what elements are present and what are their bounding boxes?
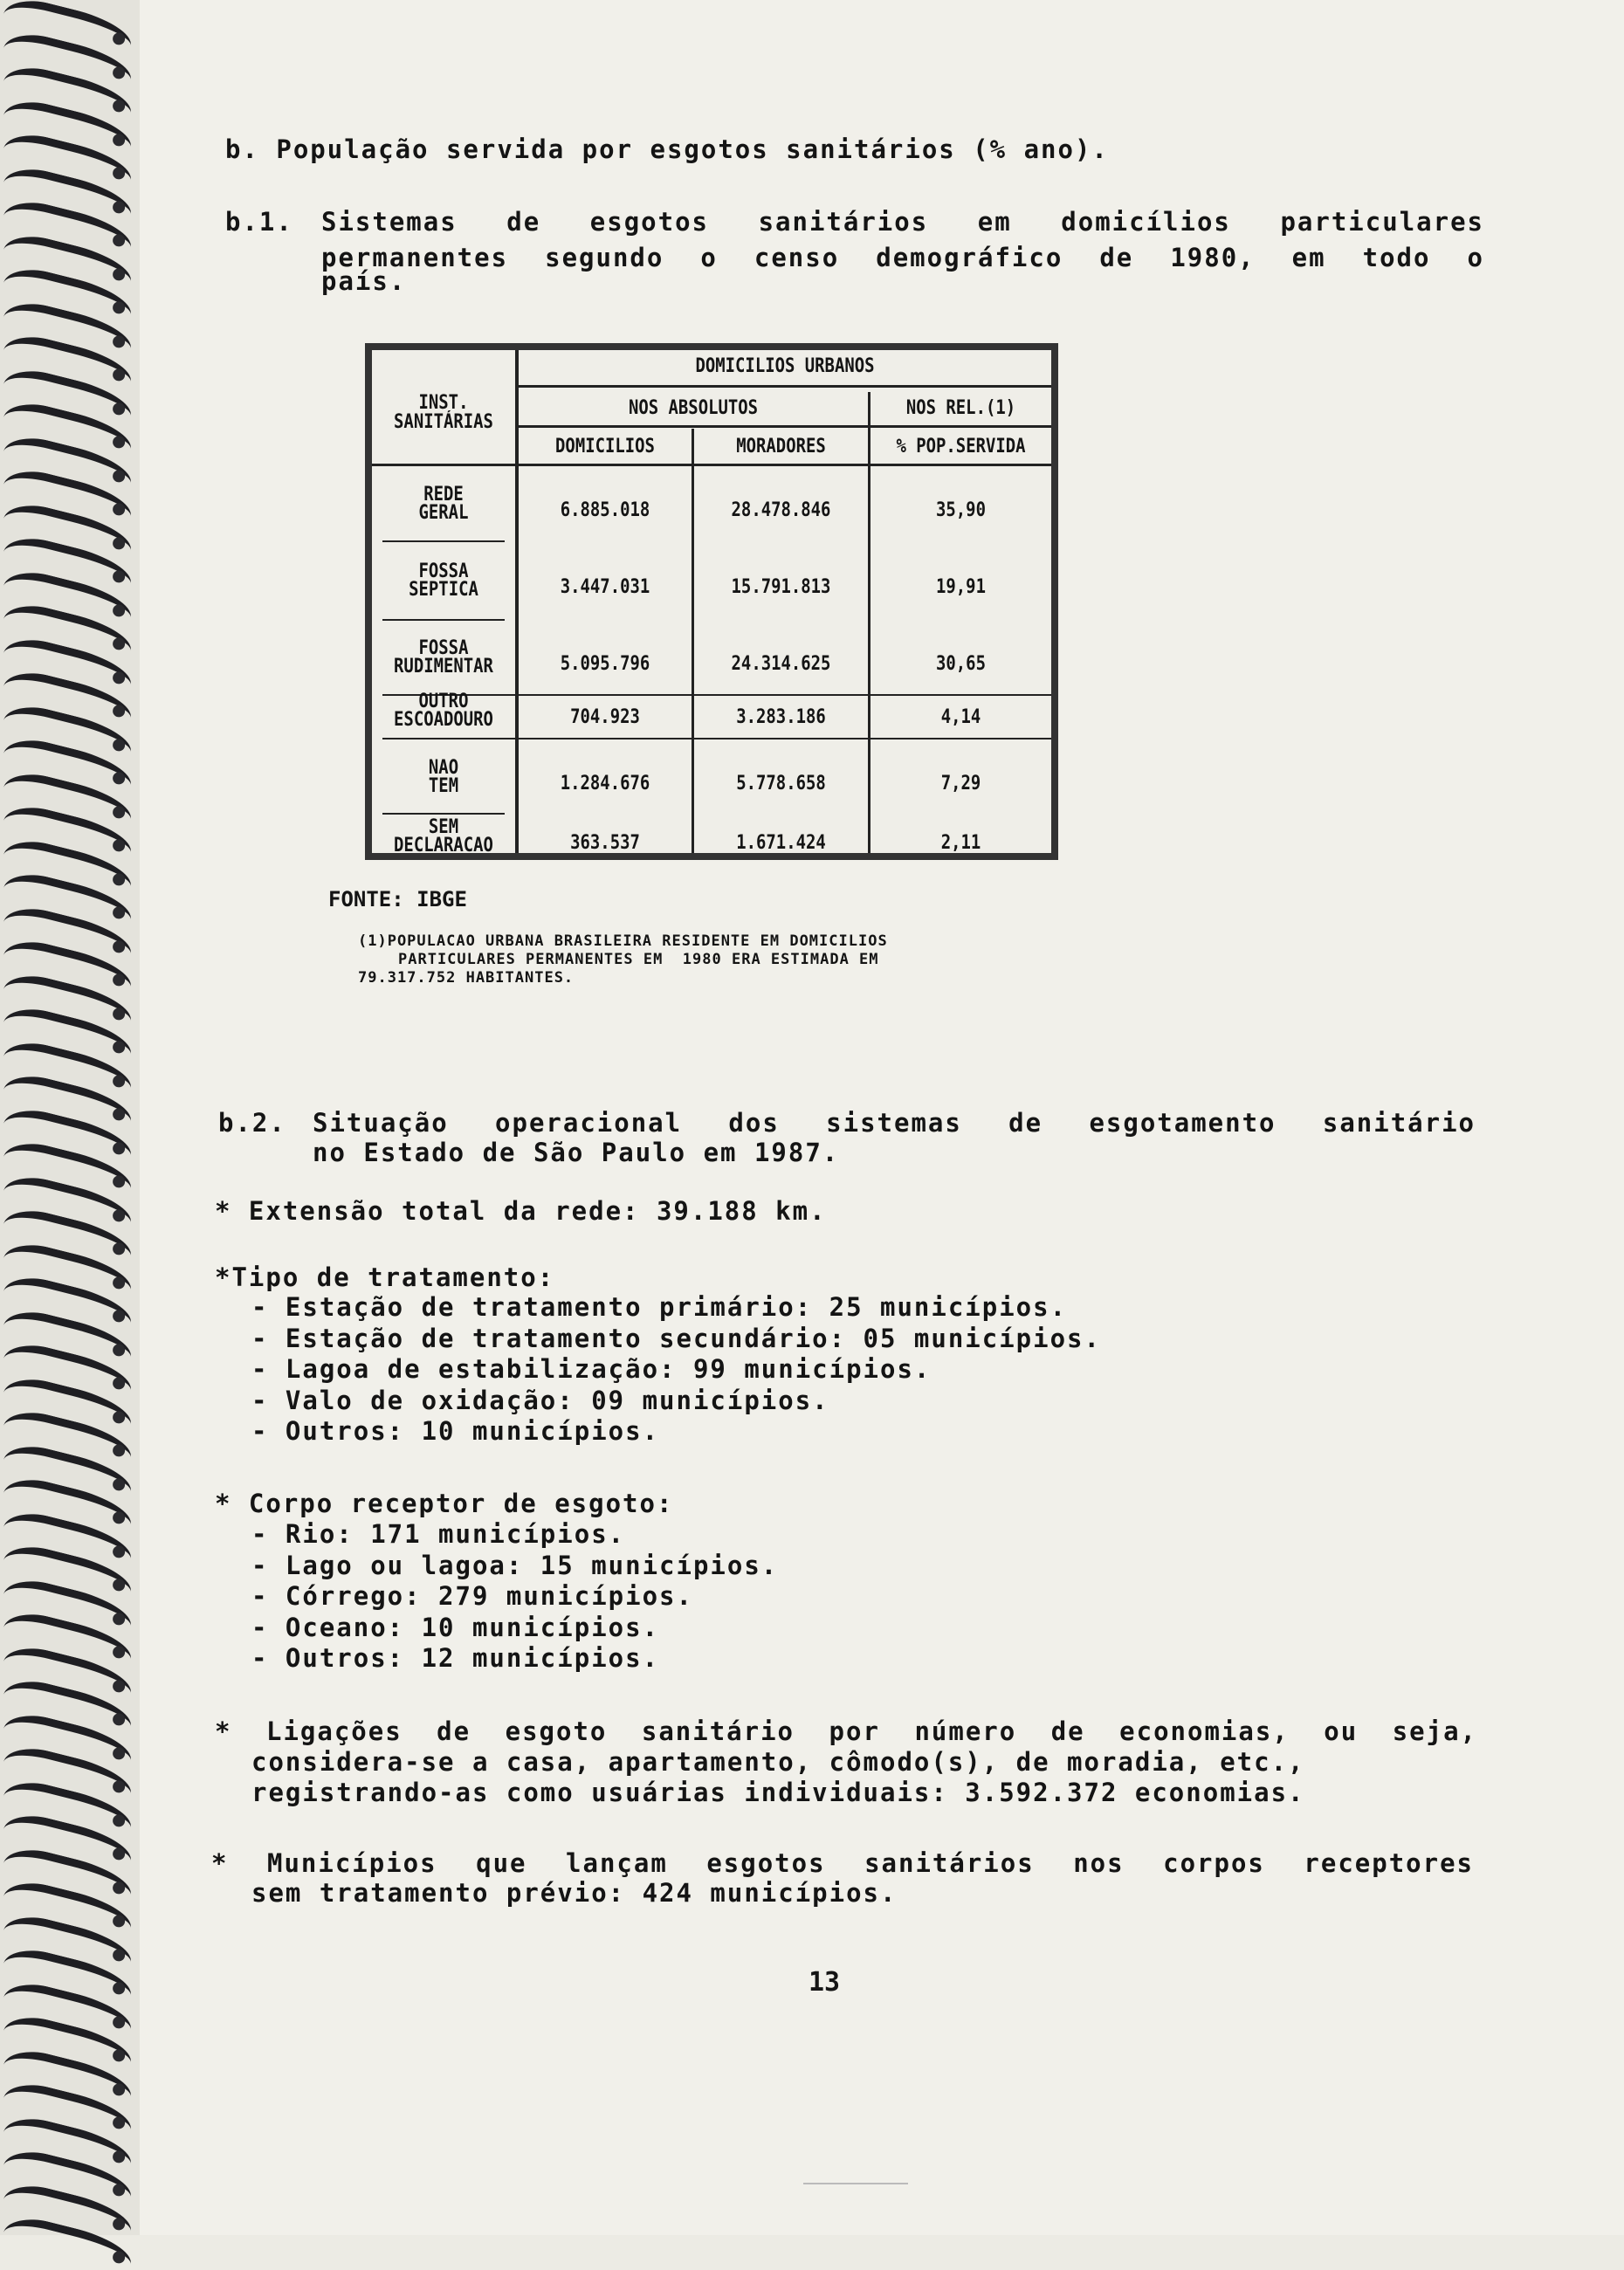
receptor-item: - Oceano: 10 municípios. [251, 1612, 660, 1642]
cell-moradores: 1.671.424 [736, 832, 826, 854]
cell-pop-servida: 35,90 [936, 499, 986, 521]
cell-pop-servida: 4,14 [940, 706, 981, 728]
row-label-line2: ESCOADOURO [394, 709, 493, 731]
row-label-line1: FOSSA [418, 637, 469, 659]
footnote-line1: (1)POPULACAO URBANA BRASILEIRA RESIDENTE EM DOMICILIOS [358, 932, 888, 950]
row-label-line1: FOSSA [418, 561, 469, 582]
cell-moradores: 3.283.186 [736, 706, 826, 728]
header-domicilios: DOMICILIOS [555, 436, 655, 457]
cell-pop-servida: 2,11 [940, 832, 981, 854]
header-inst-line1: INST. [418, 392, 469, 414]
cell-domicilios: 3.447.031 [560, 576, 650, 598]
tratamento-item: - Valo de oxidação: 09 municípios. [251, 1385, 829, 1415]
heading-b1-line2: permanentes segundo o censo demográfico de 1980, em todo o [321, 243, 1484, 272]
cell-domicilios: 363.537 [570, 832, 640, 854]
heading-b2-line1: Situação operacional dos sistemas de esgotamento sanitário [313, 1108, 1476, 1138]
cell-moradores: 5.778.658 [736, 773, 826, 794]
heading-b2-line2: no Estado de São Paulo em 1987. [313, 1138, 840, 1167]
receptor-item: - Rio: 171 municípios. [251, 1519, 626, 1549]
heading-b: b. População servida por esgotos sanitários (% ano). [225, 134, 1109, 164]
receptor-title: * Corpo receptor de esgoto: [215, 1489, 674, 1518]
cell-domicilios: 1.284.676 [560, 773, 650, 794]
header-pop-servida: % POP.SERVIDA [896, 436, 1026, 457]
header-nos-rel: NOS REL.(1) [905, 397, 1016, 419]
receptor-item: - Córrego: 279 municípios. [251, 1581, 693, 1611]
cell-pop-servida: 7,29 [940, 773, 981, 794]
heading-b1-prefix: b.1. [225, 207, 293, 237]
page-mark [803, 2183, 908, 2184]
cell-moradores: 28.478.846 [731, 499, 831, 521]
row-label-line2: GERAL [418, 502, 469, 524]
tratamento-item: - Estação de tratamento secundário: 05 municípios. [251, 1323, 1101, 1353]
cell-pop-servida: 30,65 [936, 653, 986, 675]
tratamento-item: - Lagoa de estabilização: 99 municípios. [251, 1354, 932, 1384]
table-source: FONTE: IBGE [328, 887, 467, 911]
receptor-item: - Lago ou lagoa: 15 municípios. [251, 1550, 779, 1580]
cell-pop-servida: 19,91 [936, 576, 986, 598]
extensao-rede: * Extensão total da rede: 39.188 km. [215, 1196, 827, 1226]
heading-b1-line3: país. [321, 266, 407, 296]
footnote-line2: PARTICULARES PERMANENTES EM 1980 ERA ESTIMADA EM [398, 951, 879, 968]
header-nos-absolutos: NOS ABSOLUTOS [628, 397, 759, 419]
tratamento-title: *Tipo de tratamento: [215, 1262, 555, 1292]
row-label-line1: SEM [428, 816, 459, 838]
row-label-line2: TEM [428, 775, 459, 797]
municipios-line1: * Municípios que lançam esgotos sanitários nos corpos receptores [211, 1848, 1474, 1878]
row-label-line1: REDE [423, 484, 464, 506]
spiral-binding [0, 0, 140, 2235]
footnote-line3: 79.317.752 HABITANTES. [358, 969, 575, 987]
page-number: 13 [809, 1967, 841, 1998]
heading-b1-line1: Sistemas de esgotos sanitários em domicílios particulares [321, 207, 1484, 237]
cell-moradores: 15.791.813 [731, 576, 831, 598]
cell-domicilios: 6.885.018 [560, 499, 650, 521]
sanitation-table [365, 343, 1058, 860]
heading-b2-prefix: b.2. [218, 1108, 286, 1138]
ligacoes-line3: registrando-as como usuárias individuais: 3.592.372 economias. [251, 1778, 1305, 1807]
cell-domicilios: 5.095.796 [560, 653, 650, 675]
row-label-line2: SEPTICA [409, 579, 478, 601]
row-label-line1: NAO [428, 757, 459, 779]
tratamento-item: - Outros: 10 municípios. [251, 1416, 660, 1446]
row-label-line2: DECLARACAO [394, 835, 493, 856]
cell-moradores: 24.314.625 [731, 653, 831, 675]
municipios-line2: sem tratamento prévio: 424 municípios. [251, 1878, 898, 1908]
row-label-line1: OUTRO [418, 691, 469, 712]
ligacoes-line2: considera-se a casa, apartamento, cômodo(s), de moradia, etc., [251, 1747, 1305, 1777]
tratamento-item: - Estação de tratamento primário: 25 municípios. [251, 1292, 1068, 1322]
header-domicilios-urbanos: DOMICILIOS URBANOS [695, 355, 875, 377]
cell-domicilios: 704.923 [570, 706, 640, 728]
receptor-item: - Outros: 12 municípios. [251, 1643, 660, 1673]
ligacoes-line1: * Ligações de esgoto sanitário por número de economias, ou seja, [215, 1716, 1477, 1746]
header-moradores: MORADORES [736, 436, 826, 457]
row-label-line2: RUDIMENTAR [394, 656, 493, 678]
header-inst-line2: SANITÁRIAS [394, 411, 493, 433]
